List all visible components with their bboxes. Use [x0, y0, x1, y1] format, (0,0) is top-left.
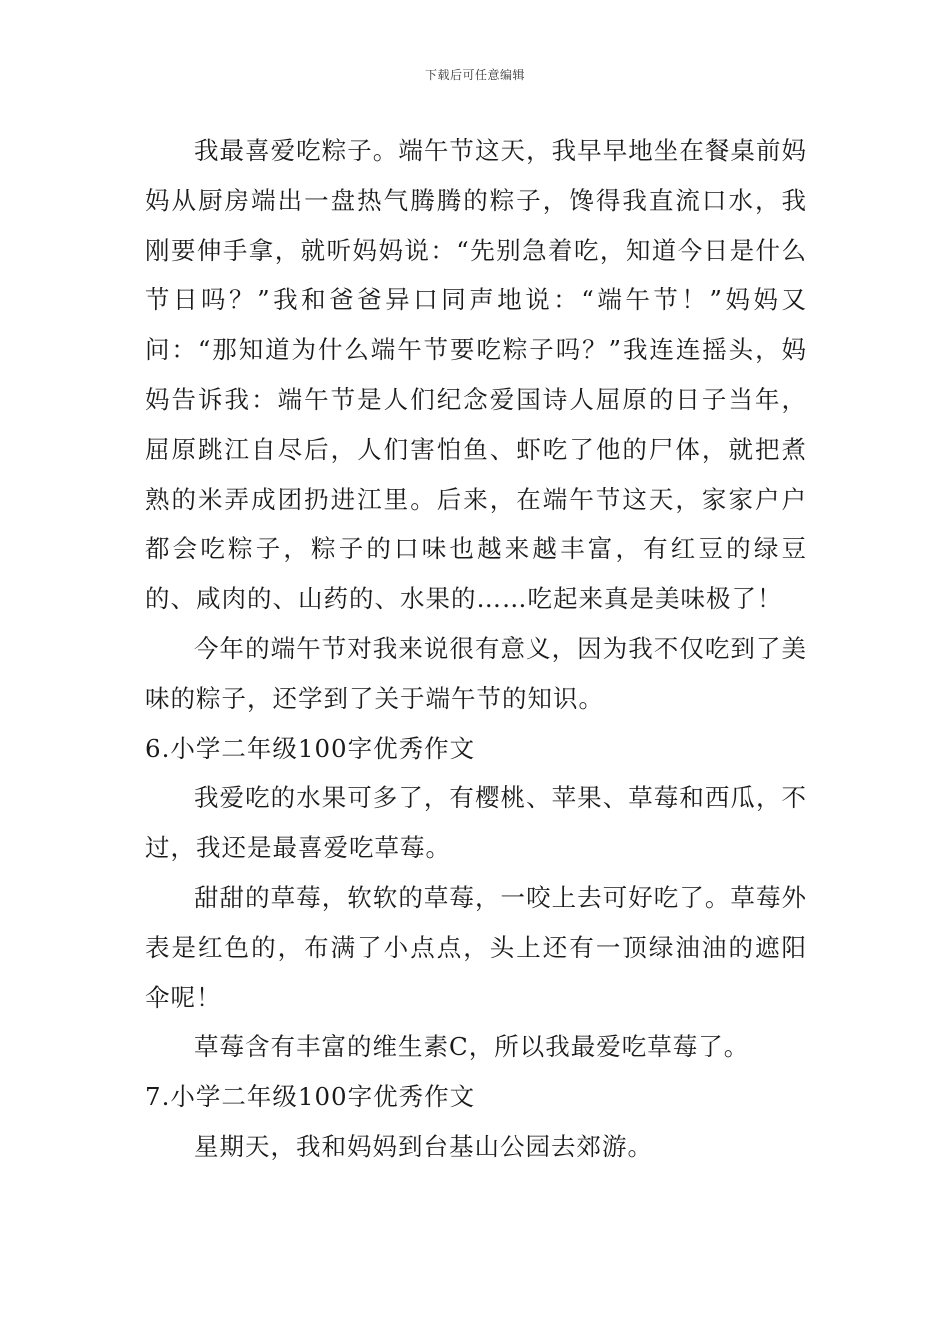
- paragraph-strawberry-vitamin: 草莓含有丰富的维生素C，所以我最爱吃草莓了。: [194, 1032, 750, 1062]
- paragraph-park-outing: 星期天，我和妈妈到台基山公园去郊游。: [194, 1131, 653, 1161]
- paragraph-strawberry-description: 甜甜的草莓，软软的草莓，一咬上去可好吃了。草莓外表是红色的，布满了小点点，头上还有一顶绿油油的遮阳伞呢！: [145, 882, 807, 1012]
- header-note: 下载后可任意编辑: [424, 68, 525, 82]
- paragraph-dragon-boat-meaning: 今年的端午节对我来说很有意义，因为我不仅吃到了美味的粽子，还学到了关于端午节的知识。: [145, 633, 807, 713]
- document-body: [145, 126, 807, 1172]
- paragraph-favorite-fruit: 我爱吃的水果可多了，有樱桃、苹果、草莓和西瓜，不过，我还是最喜爱吃草莓。: [145, 783, 807, 863]
- essay-heading-7: 7.小学二年级100字优秀作文: [145, 1082, 476, 1112]
- essay-heading-6: 6.小学二年级100字优秀作文: [145, 733, 476, 763]
- paragraph-dragon-boat-zongzi: 我最喜爱吃粽子。端午节这天，我早早地坐在餐桌前妈妈从厨房端出一盘热气腾腾的粽子，馋得我直流口水，我刚要伸手拿，就听妈妈说：“先别急着吃，知道今日是什么节日吗？”我和爸爸异口同声地说：“端午节！”妈妈又问：“那知道为什么端午节要吃粽子吗？”我连连摇头，妈妈告诉我：端午节是人们纪念爱国诗人屈原的日子当年，屈原跳江自尽后，人们害怕鱼、虾吃了他的尸体，就把煮熟的米弄成团扔进江里。后来，在端午节这天，家家户户都会吃粽子，粽子的口味也越来越丰富，有红豆的绿豆的、咸肉的、山药的、水果的……吃起来真是美味极了！: [145, 136, 807, 614]
